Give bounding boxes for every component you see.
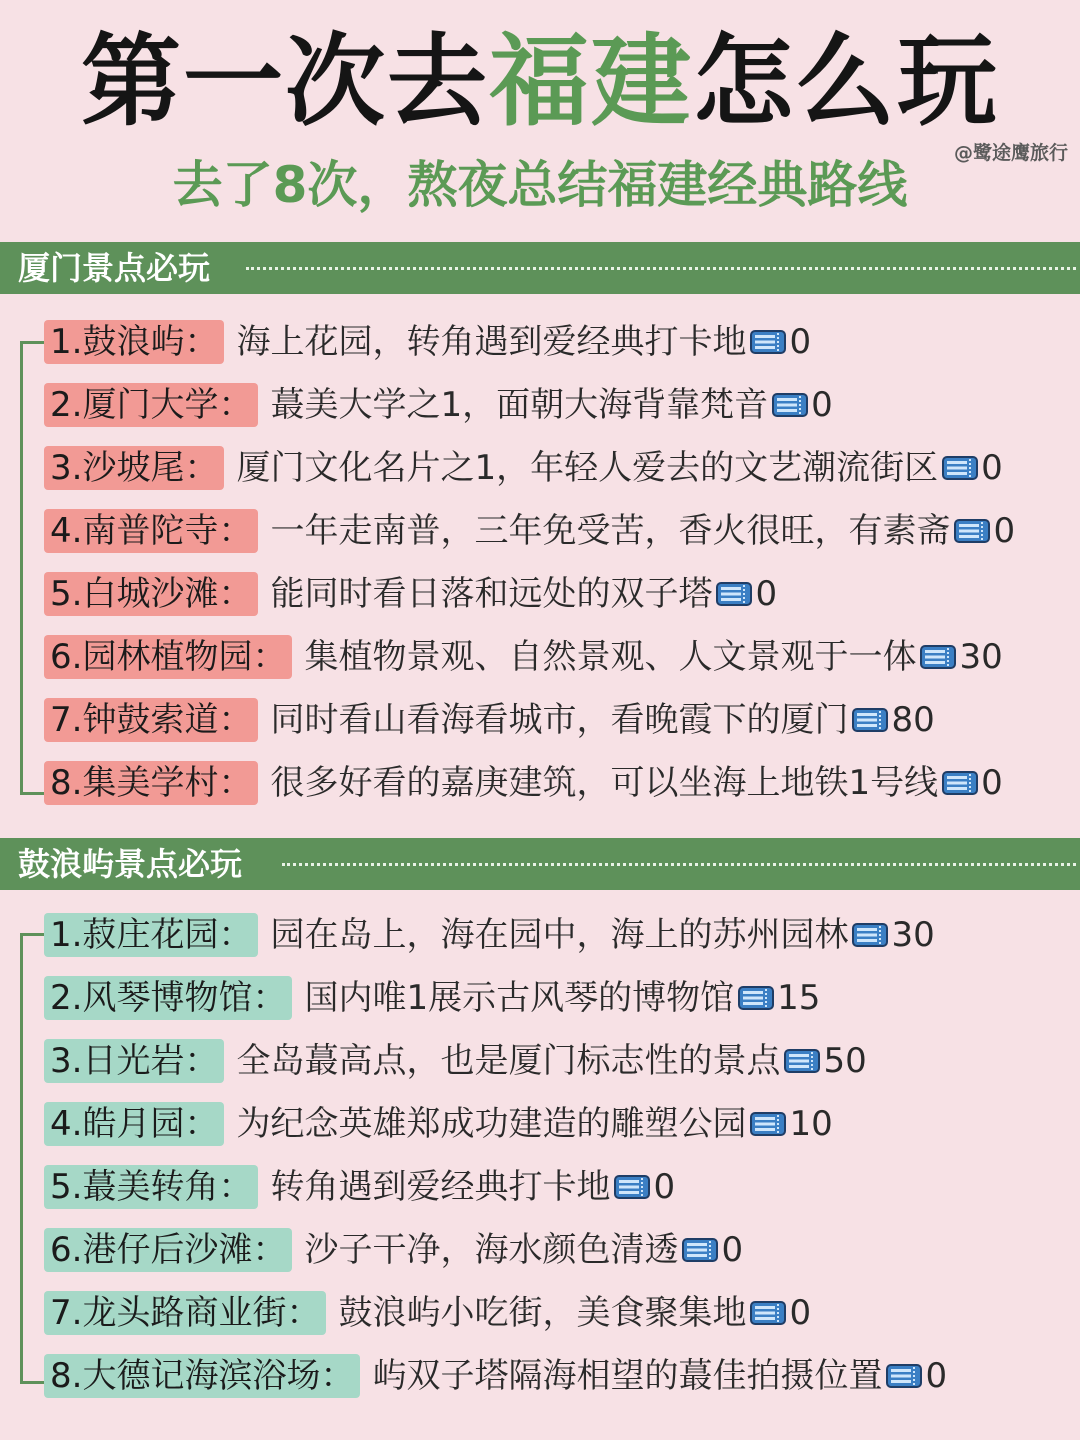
list-item	[44, 696, 935, 744]
ticket-icon	[886, 1364, 922, 1388]
spot-tag: 3.沙坡尾：	[44, 446, 224, 490]
spot-price: 0	[789, 322, 812, 362]
list-item	[44, 570, 777, 618]
spot-desc: 园在岛上，海在园中，海上的苏州园林	[270, 915, 849, 955]
dotted-divider	[282, 863, 1076, 866]
spot-price: 0	[721, 1230, 744, 1270]
list-item	[44, 318, 811, 366]
ticket-icon	[920, 645, 956, 669]
section-header-xiamen	[0, 242, 1080, 294]
spot-price: 50	[823, 1041, 867, 1081]
spot-price: 0	[925, 1356, 948, 1396]
spot-desc: 一年走南普，三年免受苦，香火很旺，有素斋	[270, 511, 951, 551]
spot-tag: 7.钟鼓索道：	[44, 698, 258, 742]
list-item	[44, 1100, 833, 1148]
ticket-icon	[614, 1175, 650, 1199]
spot-desc: 沙子干净，海水颜色清透	[304, 1230, 679, 1270]
list-item	[44, 1289, 811, 1337]
spot-desc: 能同时看日落和远处的双子塔	[270, 574, 713, 614]
spot-tag: 6.园林植物园：	[44, 635, 292, 679]
list-item	[44, 1037, 867, 1085]
ticket-icon	[750, 1112, 786, 1136]
title-part2: 怎么玩	[693, 23, 999, 140]
list-item	[44, 1226, 743, 1274]
ticket-icon	[942, 456, 978, 480]
ticket-icon	[852, 708, 888, 732]
list-item	[44, 759, 1003, 807]
spot-desc: 海上花园，转角遇到爱经典打卡地	[236, 322, 747, 362]
spot-desc: 全岛蕞高点，也是厦门标志性的景点	[236, 1041, 781, 1081]
spot-desc: 国内唯1展示古风琴的博物馆	[304, 978, 735, 1018]
list-bracket	[20, 341, 45, 795]
spot-tag: 5.白城沙滩：	[44, 572, 258, 616]
list-item	[44, 1163, 675, 1211]
section-title: 鼓浪屿景点必玩	[18, 845, 243, 883]
spot-desc: 厦门文化名片之1，年轻人爱去的文艺潮流街区	[236, 448, 939, 488]
spot-desc: 转角遇到爱经典打卡地	[270, 1167, 611, 1207]
ticket-icon	[772, 393, 808, 417]
ticket-icon	[682, 1238, 718, 1262]
ticket-icon	[784, 1049, 820, 1073]
spot-price: 30	[959, 637, 1003, 677]
spot-tag: 5.蕞美转角：	[44, 1165, 258, 1209]
spot-price: 15	[777, 978, 821, 1018]
ticket-icon	[954, 519, 990, 543]
spot-price: 0	[653, 1167, 676, 1207]
ticket-icon	[852, 923, 888, 947]
list-item	[44, 444, 1003, 492]
section-header-gulangyu	[0, 838, 1080, 890]
spot-price: 0	[981, 763, 1003, 803]
watermark: @鹭途鹰旅行	[953, 142, 1068, 164]
dotted-divider	[246, 267, 1076, 270]
list-item	[44, 507, 1015, 555]
spot-desc: 蕞美大学之1，面朝大海背靠梵音	[270, 385, 769, 425]
spot-price: 80	[891, 700, 935, 740]
ticket-icon	[750, 330, 786, 354]
list-item	[44, 381, 833, 429]
spot-price: 30	[891, 915, 935, 955]
spot-price: 0	[811, 385, 833, 425]
ticket-icon	[942, 771, 978, 795]
page-subtitle: 去了8次，熬夜总结福建经典路线	[172, 156, 908, 214]
title-highlight: 福建	[489, 23, 693, 140]
spot-tag: 1.菽庄花园：	[44, 913, 258, 957]
spot-price: 0	[981, 448, 1003, 488]
spot-tag: 2.风琴博物馆：	[44, 976, 292, 1020]
spot-desc: 同时看山看海看城市，看晚霞下的厦门	[270, 700, 849, 740]
ticket-icon	[738, 986, 774, 1010]
spot-price: 10	[789, 1104, 833, 1144]
spot-desc: 很多好看的嘉庚建筑，可以坐海上地铁1号线	[270, 763, 939, 803]
list-item	[44, 633, 1003, 681]
spot-price: 0	[993, 511, 1016, 551]
ticket-icon	[750, 1301, 786, 1325]
spot-tag: 7.龙头路商业街：	[44, 1291, 326, 1335]
list-item	[44, 974, 820, 1022]
list-item	[44, 1352, 947, 1400]
spot-tag: 8.大德记海滨浴场：	[44, 1354, 360, 1398]
spot-desc: 为纪念英雄郑成功建造的雕塑公园	[236, 1104, 747, 1144]
section-title: 厦门景点必玩	[18, 249, 211, 287]
spot-tag: 1.鼓浪屿：	[44, 320, 224, 364]
spot-price: 0	[789, 1293, 812, 1333]
title-part1: 第一次去	[81, 23, 489, 140]
spot-tag: 2.厦门大学：	[44, 383, 258, 427]
spot-tag: 6.港仔后沙滩：	[44, 1228, 292, 1272]
spot-price: 0	[755, 574, 778, 614]
spot-tag: 4.南普陀寺：	[44, 509, 258, 553]
spot-desc: 屿双子塔隔海相望的蕞佳拍摄位置	[372, 1356, 883, 1396]
spot-tag: 3.日光岩：	[44, 1039, 224, 1083]
spot-desc: 集植物景观、自然景观、人文景观于一体	[304, 637, 917, 677]
list-item	[44, 911, 935, 959]
spot-tag: 8.集美学村：	[44, 761, 258, 805]
spot-desc: 鼓浪屿小吃街，美食聚集地	[338, 1293, 747, 1333]
spot-tag: 4.皓月园：	[44, 1102, 224, 1146]
ticket-icon	[716, 582, 752, 606]
page-title	[0, 22, 1080, 142]
list-bracket	[20, 933, 45, 1384]
